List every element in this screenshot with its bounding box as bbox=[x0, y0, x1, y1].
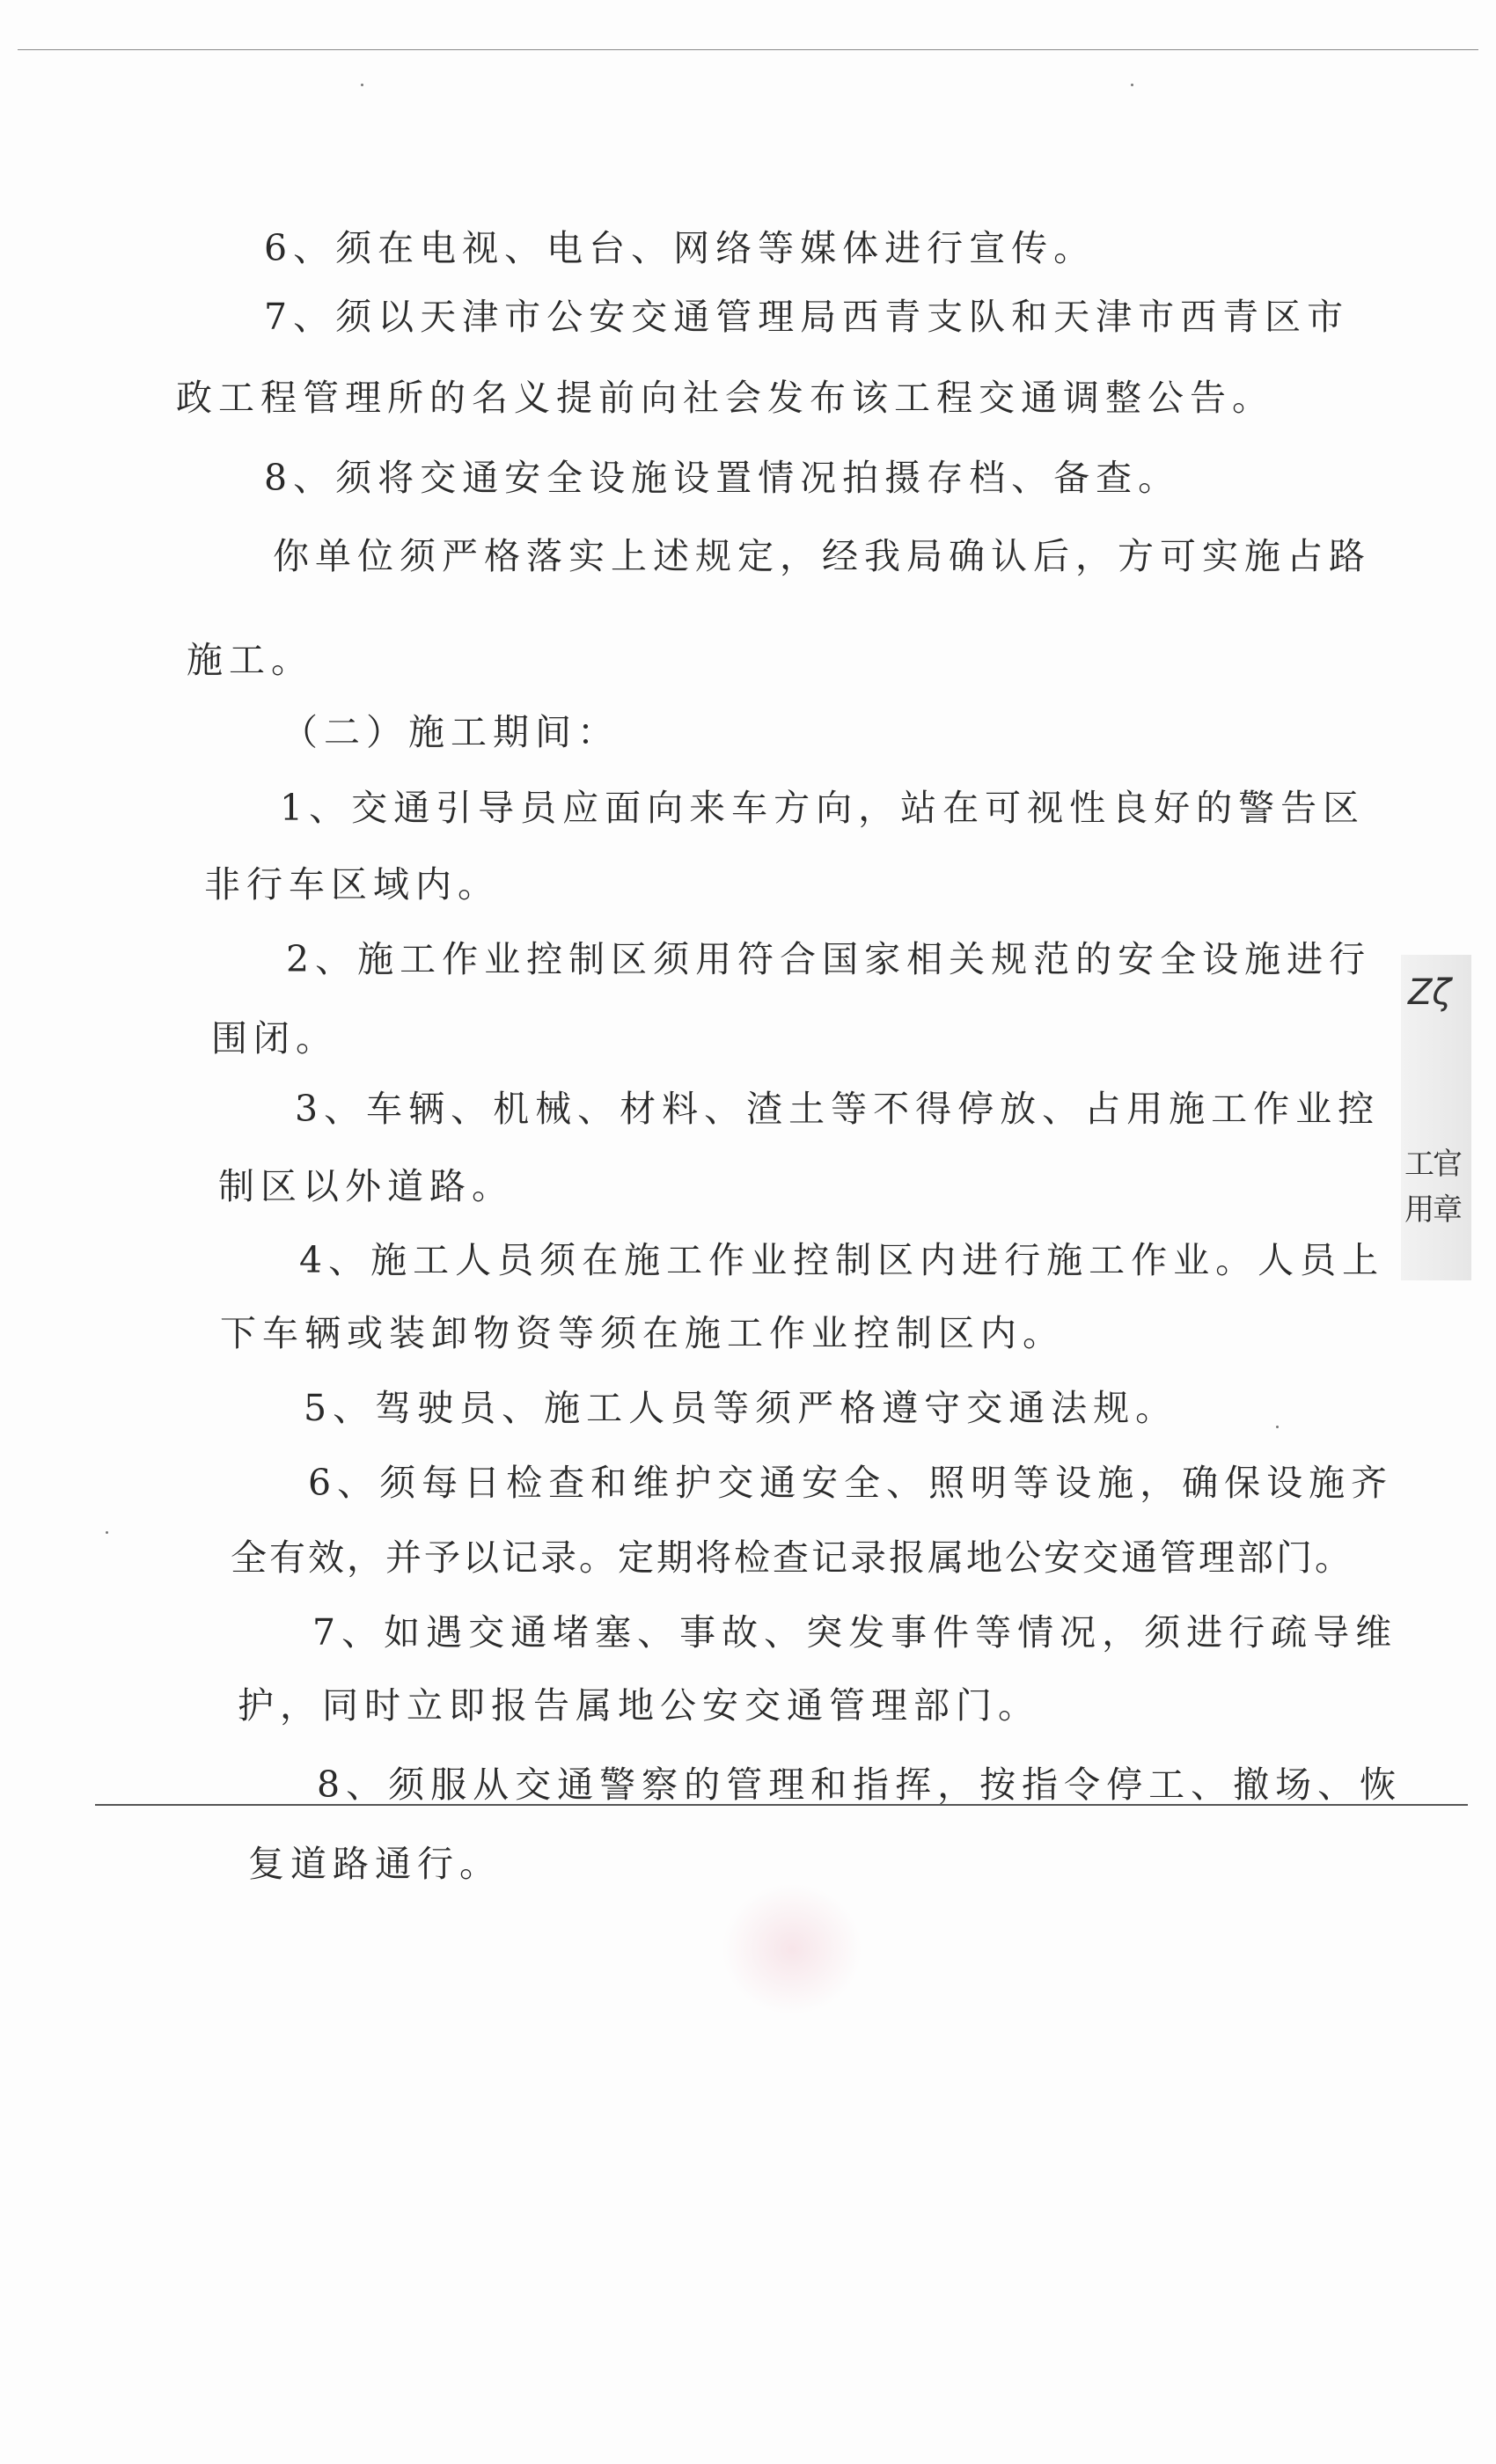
seal-fragment-right-margin bbox=[1401, 955, 1471, 1280]
scan-edge-line-top bbox=[18, 49, 1478, 50]
period-item-3-line-2: 制区以外道路。 bbox=[218, 1165, 514, 1207]
section-heading-construction-period: （二）施工期间： bbox=[282, 711, 620, 753]
period-item-3-line-1: 3、车辆、机械、材料、渣土等不得停放、占用施工作业控 bbox=[295, 1088, 1381, 1130]
scan-speck bbox=[106, 1531, 108, 1534]
scan-speck bbox=[1131, 84, 1133, 86]
item-7-announcement-line-1: 7、须以天津市公安交通管理局西青支队和天津市西青区市 bbox=[264, 296, 1350, 338]
period-item-5: 5、驾驶员、施工人员等须严格遵守交通法规。 bbox=[304, 1387, 1178, 1429]
requirement-paragraph-line-1: 你单位须严格落实上述规定，经我局确认后，方可实施占路 bbox=[273, 535, 1371, 577]
item-8-photo-archive: 8、须将交通安全设施设置情况拍摄存档、备查。 bbox=[264, 457, 1181, 499]
period-item-8-line-1: 8、须服从交通警察的管理和指挥，按指令停工、撤场、恢 bbox=[317, 1764, 1403, 1806]
period-item-6-line-2: 全有效，并予以记录。定期将检查记录报属地公安交通管理部门。 bbox=[231, 1536, 1353, 1579]
period-item-2-line-2: 围闭。 bbox=[211, 1017, 338, 1060]
item-7-announcement-line-2: 政工程管理所的名义提前向社会发布该工程交通调整公告。 bbox=[176, 377, 1274, 419]
period-item-1-line-1: 1、交通引导员应面向来车方向，站在可视性良好的警告区 bbox=[280, 787, 1366, 829]
period-item-7-line-2: 护，同时立即报告属地公安交通管理部门。 bbox=[238, 1684, 1040, 1727]
ink-smudge bbox=[722, 1883, 862, 2015]
seal-fragment-text-1: 工官 bbox=[1404, 1147, 1461, 1182]
period-item-7-line-1: 7、如遇交通堵塞、事故、突发事件等情况，须进行疏导维 bbox=[312, 1611, 1398, 1654]
period-item-4-line-2: 下车辆或装卸物资等须在施工作业控制区内。 bbox=[220, 1312, 1065, 1354]
period-item-8-line-2: 复道路通行。 bbox=[248, 1843, 502, 1885]
item-6-media-publicity: 6、须在电视、电台、网络等媒体进行宣传。 bbox=[264, 227, 1096, 269]
scan-speck bbox=[1276, 1426, 1279, 1428]
period-item-4-line-1: 4、施工人员须在施工作业控制区内进行施工作业。人员上 bbox=[299, 1239, 1385, 1281]
scan-edge-line-bottom bbox=[95, 1804, 1468, 1806]
scan-speck bbox=[361, 84, 363, 86]
seal-fragment-text-2: 用章 bbox=[1404, 1192, 1461, 1228]
seal-fragment-top-mark: Ζζ bbox=[1408, 972, 1452, 1013]
period-item-2-line-1: 2、施工作业控制区须用符合国家相关规范的安全设施进行 bbox=[286, 938, 1372, 980]
requirement-paragraph-line-2: 施工。 bbox=[187, 639, 313, 681]
period-item-6-line-1: 6、须每日检查和维护交通安全、照明等设施，确保设施齐 bbox=[308, 1462, 1394, 1504]
period-item-1-line-2: 非行车区域内。 bbox=[204, 863, 500, 906]
